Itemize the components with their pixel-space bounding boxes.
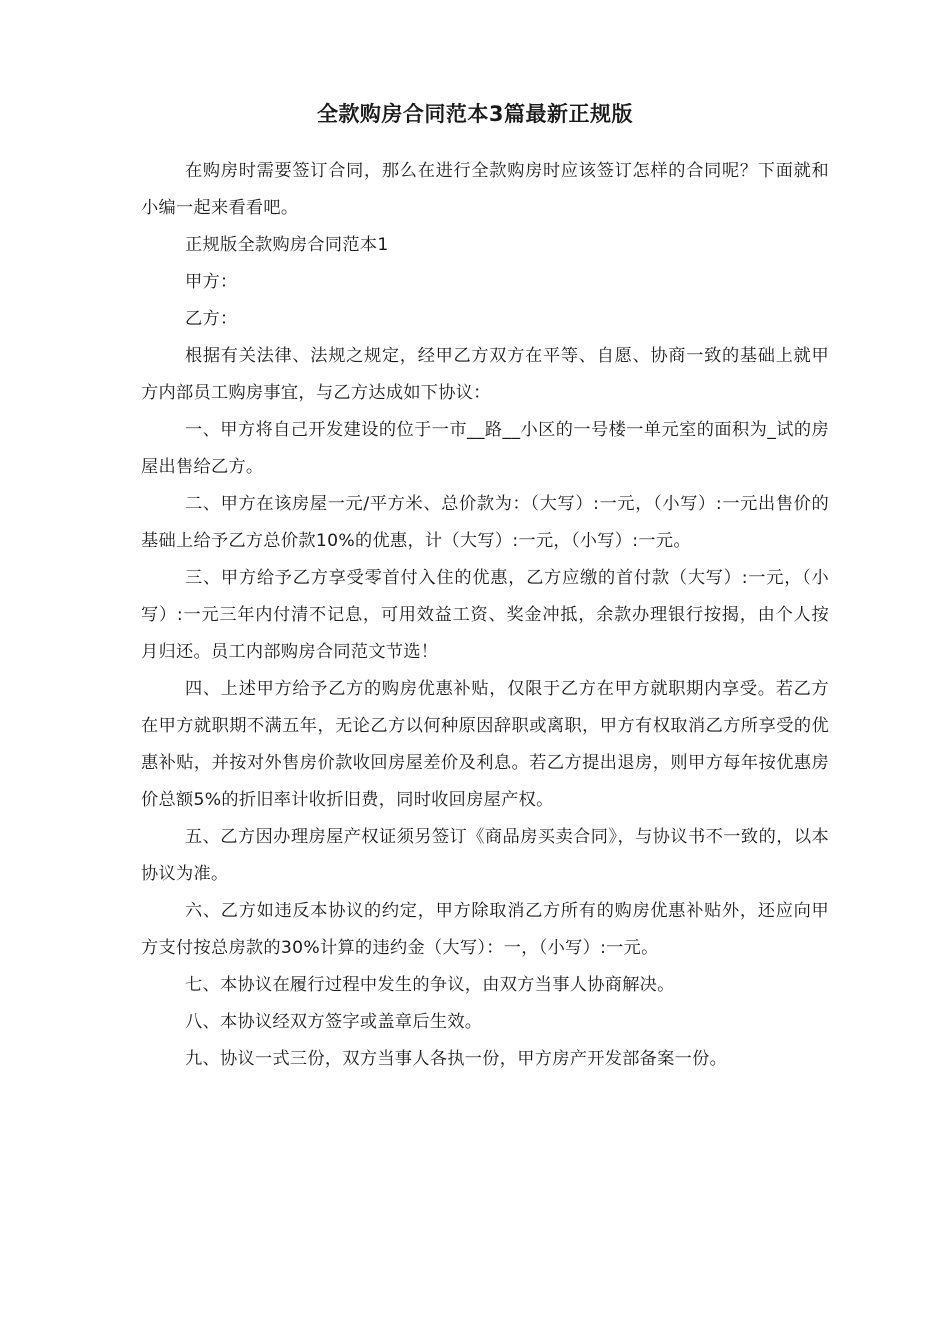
paragraph-clause-5: 五、乙方因办理房屋产权证须另签订《商品房买卖合同》，与协议书不一致的，以本协议为准。 [141, 827, 829, 884]
paragraph-clause-7: 七、本协议在履行过程中发生的争议，由双方当事人协商解决。 [185, 975, 675, 995]
paragraph-clause-4: 四、上述甲方给予乙方的购房优惠补贴，仅限于乙方在甲方就职期内享受。若乙方在甲方就职期不满五年，无论乙方以何种原因辞职或离职，甲方有权取消乙方所享受的优惠补贴，并按对外售房价款收回房屋差价及利息。若乙方提出退房，则甲方每年按优惠房价总额5%的折旧率计收折旧费，同时收回房屋产权。 [141, 679, 829, 810]
document-body [141, 153, 829, 1078]
paragraph-clause-1: 一、甲方将自己开发建设的位于一市__路__小区的一号楼一单元室的面积为_试的房屋出售给乙方。 [141, 420, 829, 477]
paragraph-clause-6: 六、乙方如违反本协议的约定，甲方除取消乙方所有的购房优惠补贴外，还应向甲方支付按总房款的30%计算的违约金（大写）：一，（小写）:一元。 [141, 901, 829, 958]
paragraph-sample-heading: 正规版全款购房合同范本1 [185, 235, 389, 255]
paragraph-intro: 在购房时需要签订合同，那么在进行全款购房时应该签订怎样的合同呢？下面就和小编一起来看看吧。 [141, 161, 829, 218]
paragraph-party-a: 甲方： [185, 272, 238, 292]
paragraph-clause-3: 三、甲方给予乙方享受零首付入住的优惠，乙方应缴的首付款（大写）:一元，（小写）:一元三年内付清不记息，可用效益工资、奖金冲抵，余款办理银行按揭，由个人按月归还。员工内部购房合同范文节选！ [141, 568, 829, 662]
paragraph-party-b: 乙方： [185, 309, 238, 329]
document-title: 全款购房合同范本3篇最新正规版 [316, 102, 634, 126]
paragraph-clause-2: 二、甲方在该房屋一元/平方米、总价款为：（大写）:一元，（小写）:一元出售价的基础上给予乙方总价款10%的优惠，计（大写）:一元，（小写）:一元。 [141, 494, 829, 551]
paragraph-clause-9: 九、协议一式三份，双方当事人各执一份，甲方房产开发部备案一份。 [185, 1049, 728, 1069]
paragraph-clause-8: 八、本协议经双方签字或盖章后生效。 [185, 1012, 483, 1032]
paragraph-preamble: 根据有关法律、法规之规定，经甲乙方双方在平等、自愿、协商一致的基础上就甲方内部员工购房事宜，与乙方达成如下协议： [141, 346, 829, 403]
